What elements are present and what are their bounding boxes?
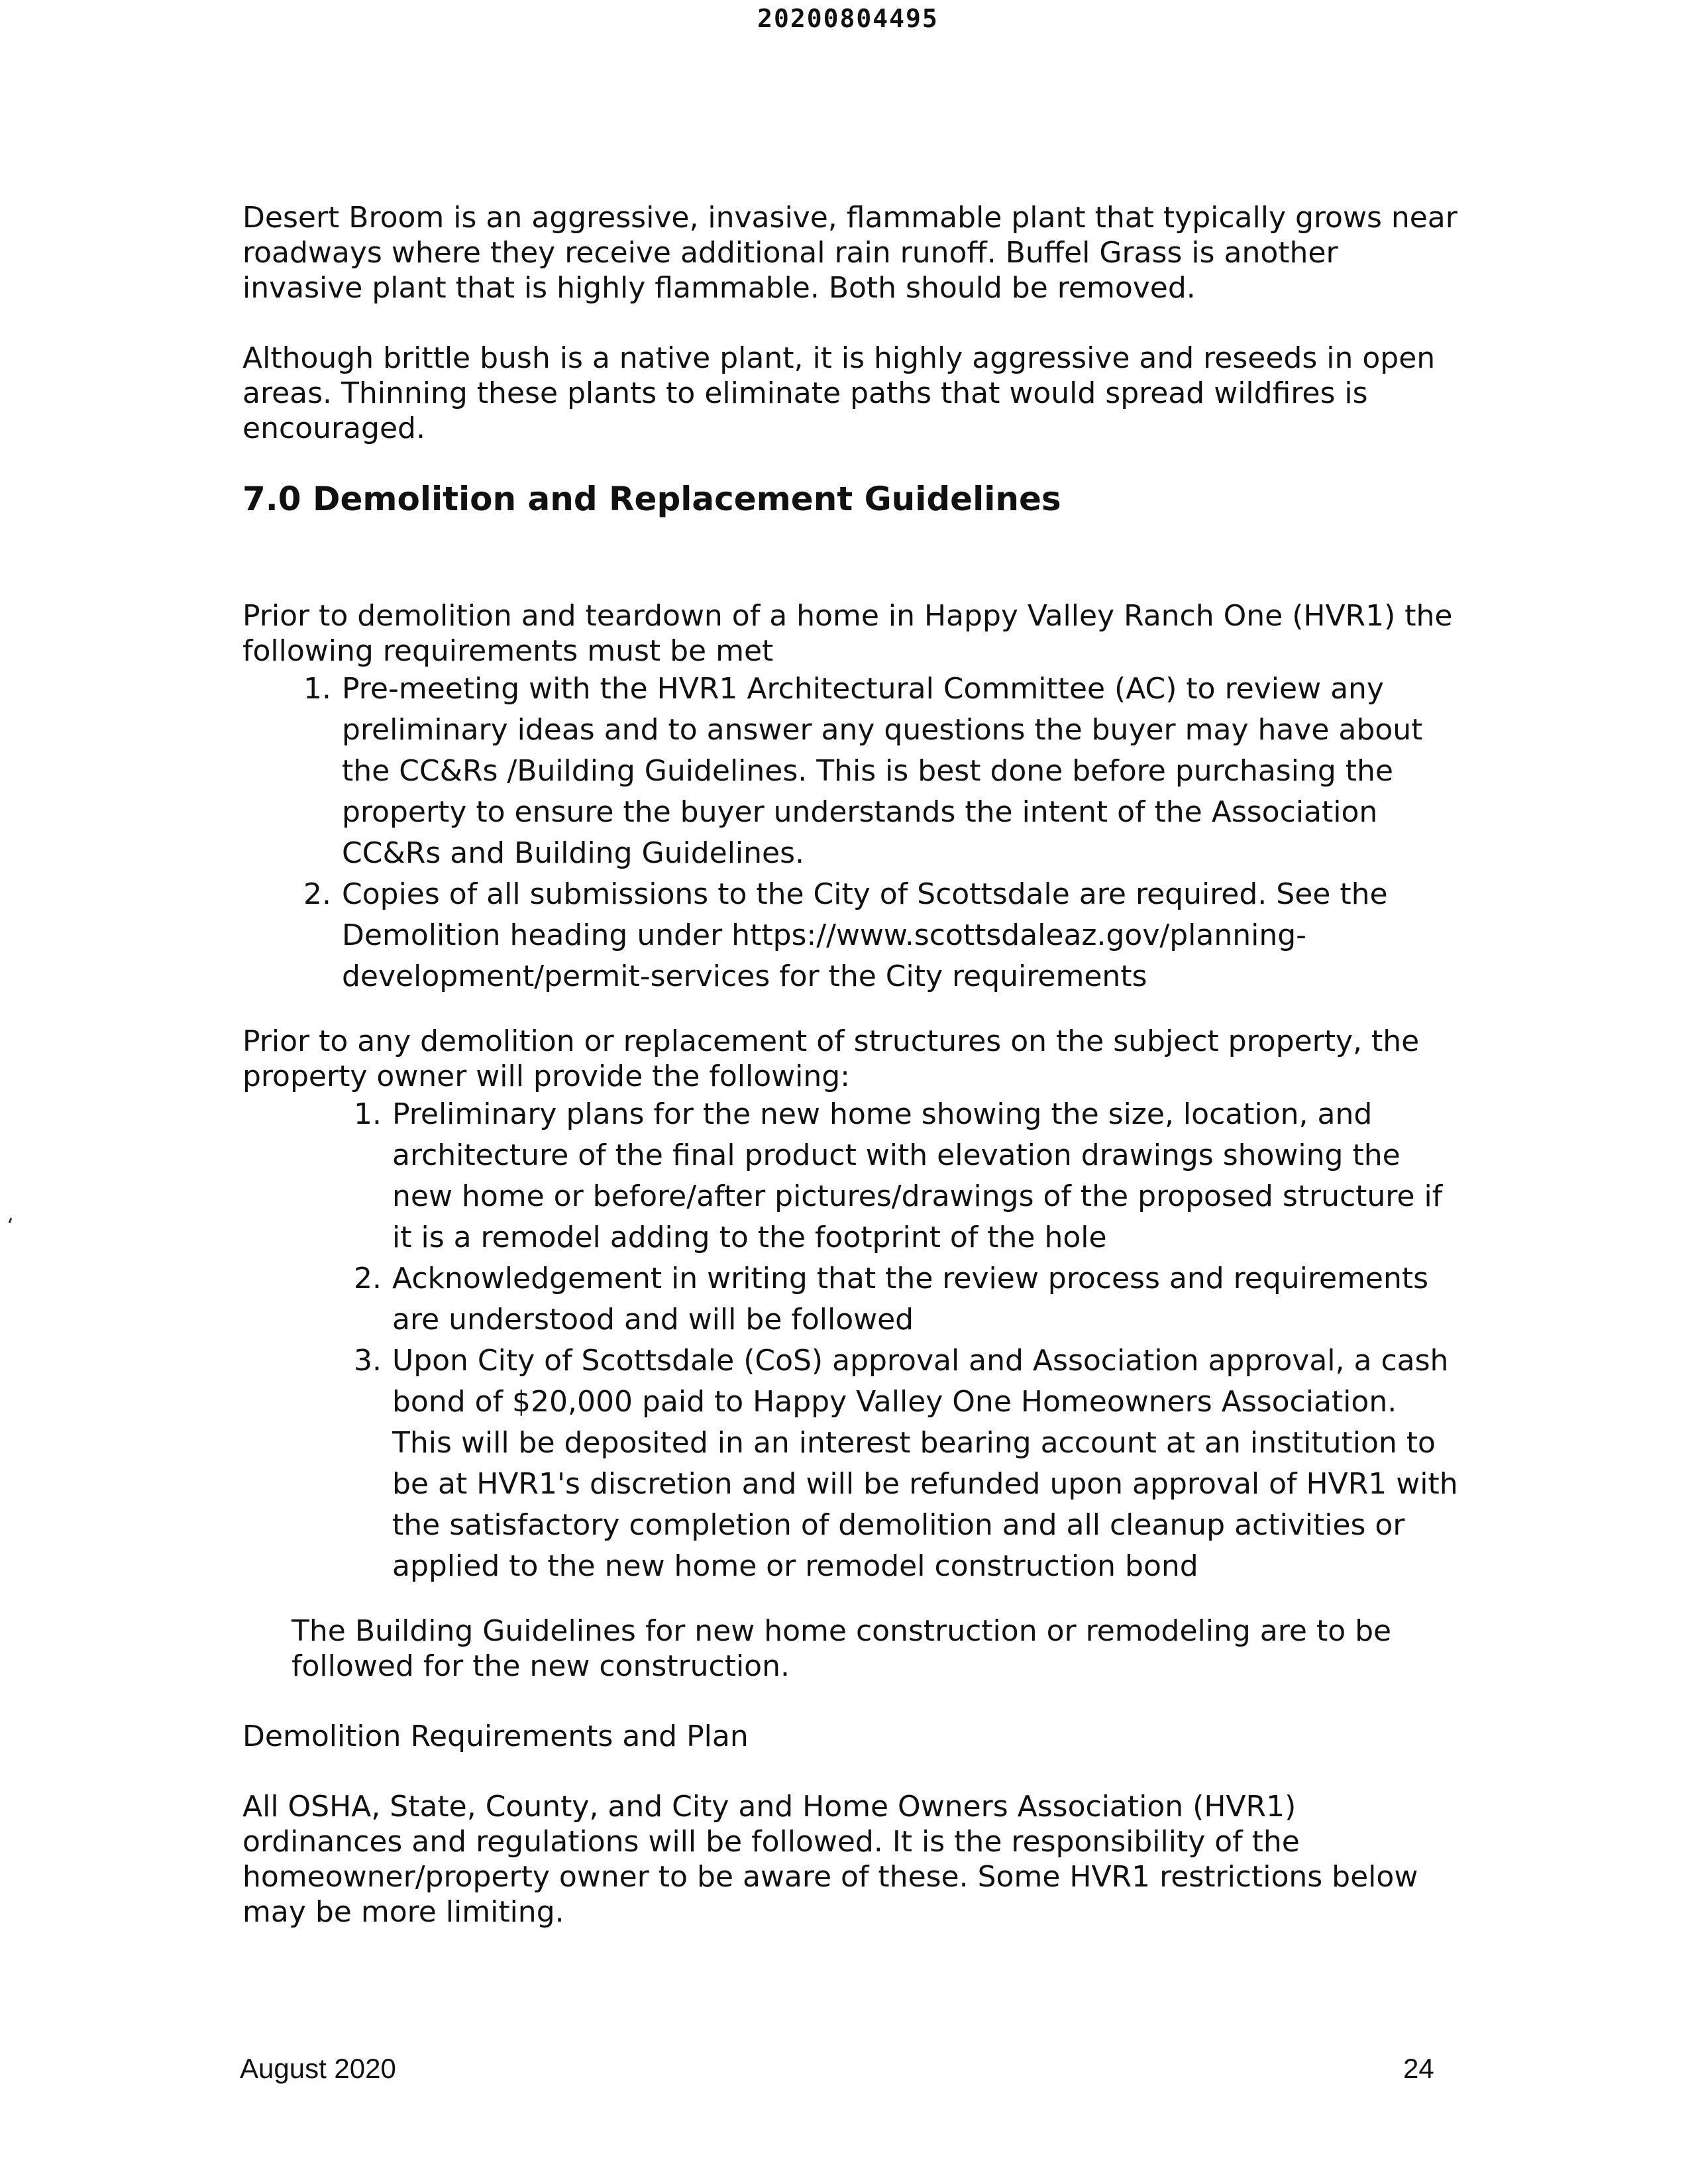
page-body xyxy=(242,200,1461,1930)
list-item-number: 3. xyxy=(354,1344,382,1378)
document-number: 20200804495 xyxy=(757,4,939,33)
paragraph-property-owner: Prior to any demolition or replacement of structures on the subject property, the property owner will provide the following: xyxy=(242,1024,1420,1093)
list-item-text: Acknowledgement in writing that the review process and requirements are understood and will be followed xyxy=(392,1262,1429,1337)
footer-date: August 2020 xyxy=(240,2053,396,2084)
scan-speck xyxy=(9,1218,13,1224)
owner-provides-list xyxy=(242,1094,1461,1587)
list-item-text: Pre-meeting with the HVR1 Architectural Committee (AC) to review any preliminary ideas and to answer any questions the buyer may have about the CC&Rs /Building Guidelines. This is best done before purchasing the property to ensure the buyer understands the intent of the Association CC&Rs and Building Guidelines. xyxy=(342,672,1423,870)
list-item xyxy=(354,1094,1461,1258)
paragraph-prior-demolition: Prior to demolition and teardown of a home in Happy Valley Ranch One (HVR1) the following requirements must be met xyxy=(242,599,1453,668)
list-item-text: Upon City of Scottsdale (CoS) approval and Association approval, a cash bond of $20,000 paid to Happy Valley One Homeowners Association. This will be deposited in an interest bearing account at an institution to be at HVR1's discretion and will be refunded upon approval of HVR1 with the satisfactory completion of demolition and all cleanup activities or applied to the new home or remodel construction bond xyxy=(392,1344,1458,1583)
requirements-list xyxy=(242,669,1461,997)
list-item xyxy=(354,1340,1461,1587)
list-item xyxy=(303,669,1461,874)
list-item-number: 1. xyxy=(354,1097,382,1131)
footer-page-number: 24 xyxy=(1403,2053,1434,2084)
list-item-number: 2. xyxy=(354,1262,382,1295)
paragraph-desert-broom: Desert Broom is an aggressive, invasive, flammable plant that typically grows near roadways where they receive additional rain runoff. Buffel Grass is another invasive plant that is highly flammable. Both should be removed. xyxy=(242,201,1458,305)
list-item xyxy=(303,874,1461,997)
list-item-number: 2. xyxy=(303,877,331,911)
paragraph-brittle-bush: Although brittle bush is a native plant, it is highly aggressive and reseeds in open areas. Thinning these plants to eliminate paths that would spread wildfires is encouraged. xyxy=(242,341,1436,445)
paragraph-osha: All OSHA, State, County, and City and Home Owners Association (HVR1) ordinances and regulations will be followed. It is the responsibility of the homeowner/property owner to be aware of these. Some HVR1 restrictions below may be more limiting. xyxy=(242,1790,1418,1929)
section-heading: 7.0 Demolition and Replacement Guidelines xyxy=(242,480,1061,518)
paragraph-demolition-requirements: Demolition Requirements and Plan xyxy=(242,1720,749,1753)
list-item-text: Preliminary plans for the new home showing the size, location, and architecture of the final product with elevation drawings showing the new home or before/after pictures/drawings of the proposed structure if it is a remodel adding to the footprint of the hole xyxy=(392,1097,1443,1254)
list-item xyxy=(354,1258,1461,1340)
list-item-number: 1. xyxy=(303,672,331,706)
list-item-text: Copies of all submissions to the City of Scottsdale are required. See the Demolition heading under https://www.scottsdaleaz.gov/planning-development/permit-services for the City requirements xyxy=(342,877,1388,993)
paragraph-building-guidelines: The Building Guidelines for new home construction or remodeling are to be followed for the new construction. xyxy=(292,1614,1392,1683)
